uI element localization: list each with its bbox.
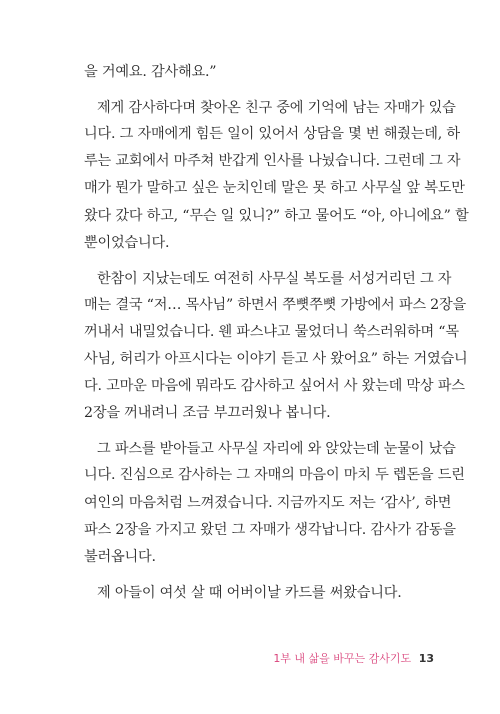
text-line: 불러옵니다.	[84, 549, 156, 565]
text-line: 여인의 마음처럼 느껴졌습니다. 지금까지도 저는 ‘감사’, 하면	[84, 495, 452, 511]
section-label: 1부 내 삶을 바꾸는 감사기도	[273, 652, 412, 665]
text-line: 니다. 진심으로 감사하는 그 자매의 마음이 마치 두 렙돈을 드린	[84, 467, 465, 483]
text-line: 루는 교회에서 마주쳐 반갑게 인사를 나눴습니다. 그런데 그 자	[84, 153, 461, 169]
paragraph-first-line: 제게 감사하다며 찾아온 친구 중에 기억에 남는 자매가 있습	[97, 100, 456, 116]
text-line: 사님, 허리가 아프시다는 이야기 듣고 사 왔어요” 하는 거였습니	[84, 351, 468, 367]
paragraph-first-line: 한참이 지났는데도 여전히 사무실 복도를 서성거리던 그 자	[97, 271, 452, 287]
text-line: 을 거예요. 감사해요.”	[84, 64, 217, 80]
paragraph-first-line: 그 파스를 받아들고 사무실 자리에 와 앉았는데 눈물이 났습	[97, 441, 456, 457]
text-line: 뿐이었습니다.	[84, 235, 170, 251]
text-line: 매는 결국 “저… 목사님” 하면서 쭈뼛쭈뼛 가방에서 파스 2장을	[84, 297, 467, 313]
text-line: 파스 2장을 가지고 왔던 그 자매가 생각납니다. 감사가 감동을	[84, 522, 456, 538]
text-line: 다. 고마운 마음에 뭐라도 감사하고 싶어서 사 왔는데 막상 파스	[84, 378, 465, 394]
text-line: 매가 뭔가 말하고 싶은 눈치인데 말은 못 하고 사무실 앞 복도만	[84, 180, 465, 196]
page-footer	[273, 650, 434, 666]
page-number: 13	[418, 652, 434, 665]
text-line: 니다. 그 자매에게 힘든 일이 있어서 상담을 몇 번 해줬는데, 하	[84, 126, 460, 142]
text-line: 왔다 갔다 하고, “무슨 일 있니?” 하고 물어도 “아, 아니에요” 할	[84, 208, 469, 224]
paragraph-first-line: 제 아들이 여섯 살 때 어버이날 카드를 써왔습니다.	[97, 585, 402, 601]
text-line: 2장을 꺼내려니 조금 부끄러웠나 봅니다.	[84, 405, 331, 421]
text-line: 꺼내서 내밀었습니다. 웬 파스냐고 물었더니 쑥스러워하며 “목	[84, 324, 459, 340]
